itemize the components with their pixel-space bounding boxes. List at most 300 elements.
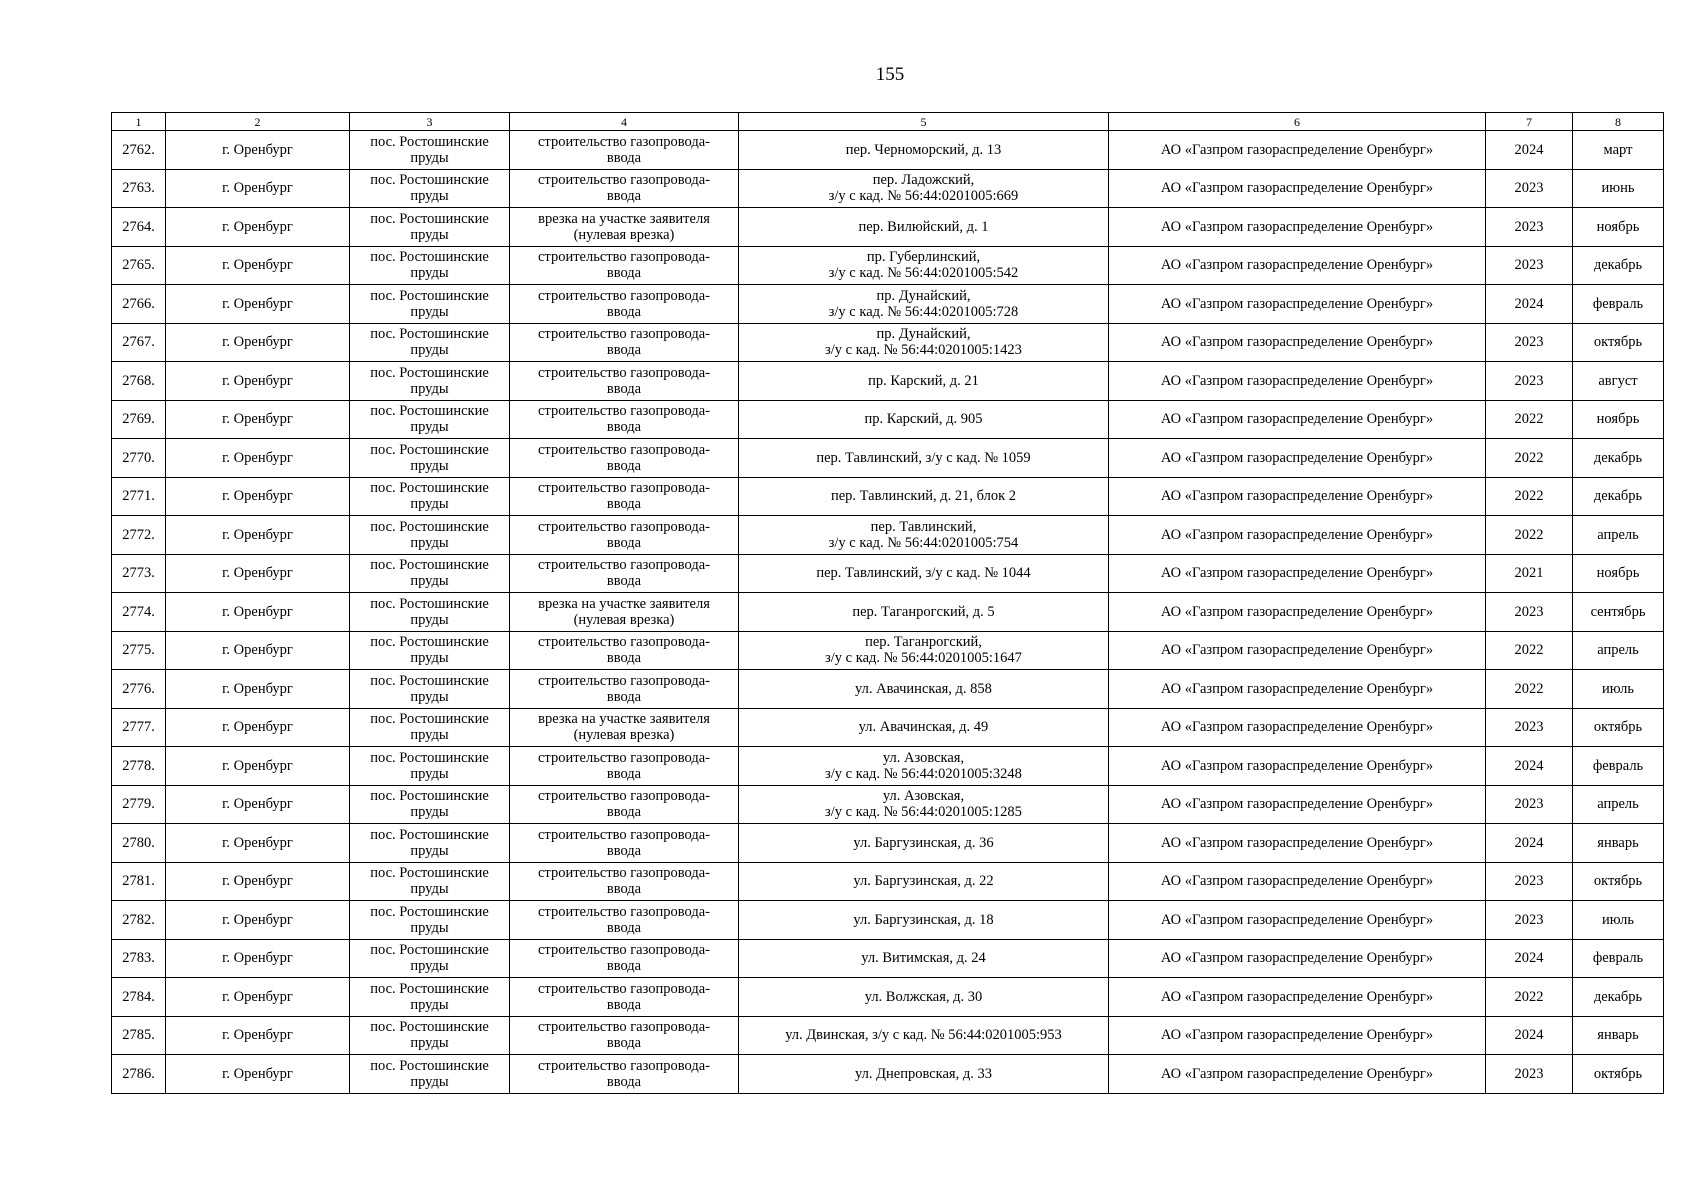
year-cell: 2022 (1486, 978, 1573, 1017)
work-type-cell (510, 246, 739, 285)
month-cell: февраль (1573, 747, 1664, 786)
settlement-cell-line: пруды (410, 919, 449, 936)
year-cell: 2022 (1486, 400, 1573, 439)
organization-cell: АО «Газпром газораспределение Оренбург» (1109, 1055, 1486, 1094)
settlement-cell-line: пос. Ростошинские (370, 826, 489, 843)
year-cell: 2023 (1486, 246, 1573, 285)
month-cell: ноябрь (1573, 208, 1664, 247)
settlement-cell (350, 1055, 510, 1094)
address-cell-line: ул. Азовская, (882, 749, 965, 766)
settlement-cell-line: пруды (410, 265, 449, 282)
settlement-cell-line: пос. Ростошинские (370, 518, 489, 535)
row-number-cell: 2774. (112, 593, 166, 632)
city-cell: г. Оренбург (166, 246, 350, 285)
table-row (112, 400, 1664, 439)
address-cell-lines (741, 373, 1106, 389)
organization-cell: АО «Газпром газораспределение Оренбург» (1109, 439, 1486, 478)
address-cell-line: пер. Вилюйский, д. 1 (858, 218, 989, 235)
settlement-cell (350, 862, 510, 901)
work-type-cell (510, 1016, 739, 1055)
settlement-cell (350, 747, 510, 786)
organization-cell: АО «Газпром газораспределение Оренбург» (1109, 246, 1486, 285)
work-type-cell-line: ввода (606, 188, 642, 205)
address-cell-line: пр. Дунайский, (876, 287, 971, 304)
row-number-cell: 2783. (112, 939, 166, 978)
address-cell-line: пр. Карский, д. 21 (868, 372, 979, 389)
settlement-cell-line: пруды (410, 765, 449, 782)
organization-cell: АО «Газпром газораспределение Оренбург» (1109, 862, 1486, 901)
row-number-cell: 2777. (112, 708, 166, 747)
organization-cell: АО «Газпром газораспределение Оренбург» (1109, 785, 1486, 824)
city-cell: г. Оренбург (166, 978, 350, 1017)
address-cell-line: з/у с кад. № 56:44:0201005:1285 (825, 804, 1022, 821)
work-type-cell (510, 901, 739, 940)
city-cell: г. Оренбург (166, 747, 350, 786)
settlement-cell-line: пруды (410, 996, 449, 1013)
settlement-cell-line: пос. Ростошинские (370, 1019, 489, 1036)
address-cell-line: з/у с кад. № 56:44:0201005:754 (828, 534, 1019, 551)
city-cell: г. Оренбург (166, 593, 350, 632)
work-type-cell-line: ввода (606, 380, 642, 397)
col-number-1: 1 (112, 113, 166, 131)
settlement-cell-line: пос. Ростошинские (370, 1057, 489, 1074)
month-cell: февраль (1573, 939, 1664, 978)
address-cell-lines (741, 1027, 1106, 1043)
col-number-2: 2 (166, 113, 350, 131)
settlement-cell-lines (352, 981, 507, 1013)
settlement-cell-line: пос. Ростошинские (370, 788, 489, 805)
address-cell (739, 131, 1109, 170)
organization-cell: АО «Газпром газораспределение Оренбург» (1109, 208, 1486, 247)
settlement-cell-lines (352, 865, 507, 897)
work-type-cell (510, 1055, 739, 1094)
work-type-cell-line: (нулевая врезка) (573, 727, 675, 744)
settlement-cell-line: пос. Ростошинские (370, 133, 489, 150)
city-cell: г. Оренбург (166, 901, 350, 940)
work-type-cell-line: строительство газопровода- (538, 249, 710, 266)
year-cell: 2023 (1486, 593, 1573, 632)
work-type-cell-lines (512, 365, 736, 397)
table-row (112, 169, 1664, 208)
address-cell-line: пер. Тавлинский, д. 21, блок 2 (830, 488, 1017, 505)
row-number-cell: 2762. (112, 131, 166, 170)
col-number-4: 4 (510, 113, 739, 131)
settlement-cell (350, 978, 510, 1017)
work-type-cell (510, 323, 739, 362)
address-cell-lines (741, 219, 1106, 235)
address-cell (739, 400, 1109, 439)
address-cell-line: ул. Волжская, д. 30 (864, 988, 983, 1005)
organization-cell: АО «Газпром газораспределение Оренбург» (1109, 631, 1486, 670)
address-cell-line: пер. Ладожский, (872, 172, 975, 189)
work-type-cell (510, 593, 739, 632)
work-type-cell-line: ввода (606, 1073, 642, 1090)
settlement-cell (350, 1016, 510, 1055)
city-cell: г. Оренбург (166, 785, 350, 824)
month-cell: апрель (1573, 785, 1664, 824)
city-cell: г. Оренбург (166, 554, 350, 593)
work-type-cell-line: ввода (606, 842, 642, 859)
work-type-cell-lines (512, 288, 736, 320)
settlement-cell-lines (352, 519, 507, 551)
organization-cell: АО «Газпром газораспределение Оренбург» (1109, 824, 1486, 863)
work-type-cell (510, 516, 739, 555)
work-type-cell-line: врезка на участке заявителя (538, 210, 710, 227)
address-cell (739, 246, 1109, 285)
address-cell-line: з/у с кад. № 56:44:0201005:3248 (825, 765, 1022, 782)
col-number-7: 7 (1486, 113, 1573, 131)
settlement-cell-lines (352, 904, 507, 936)
address-cell (739, 516, 1109, 555)
organization-cell: АО «Газпром газораспределение Оренбург» (1109, 131, 1486, 170)
settlement-cell-line: пруды (410, 650, 449, 667)
row-number-cell: 2778. (112, 747, 166, 786)
address-cell-line: з/у с кад. № 56:44:0201005:669 (828, 188, 1019, 205)
address-cell-lines (741, 788, 1106, 820)
work-type-cell-line: ввода (606, 149, 642, 166)
settlement-cell (350, 939, 510, 978)
settlement-cell-line: пруды (410, 1035, 449, 1052)
address-cell-line: пр. Губерлинский, (866, 249, 981, 266)
settlement-cell-line: пос. Ростошинские (370, 634, 489, 651)
work-type-cell-line: строительство газопровода- (538, 403, 710, 420)
settlement-cell-lines (352, 634, 507, 666)
year-cell: 2022 (1486, 477, 1573, 516)
month-cell: октябрь (1573, 708, 1664, 747)
city-cell: г. Оренбург (166, 1016, 350, 1055)
address-cell (739, 631, 1109, 670)
work-type-cell-lines (512, 1058, 736, 1090)
settlement-cell-lines (352, 442, 507, 474)
settlement-cell-line: пос. Ростошинские (370, 249, 489, 266)
work-type-cell-line: строительство газопровода- (538, 1019, 710, 1036)
settlement-cell-line: пос. Ростошинские (370, 711, 489, 728)
city-cell: г. Оренбург (166, 362, 350, 401)
address-cell-lines (741, 519, 1106, 551)
address-cell-line: пер. Таганрогский, д. 5 (852, 603, 995, 620)
address-cell-line: ул. Баргузинская, д. 36 (853, 834, 994, 851)
settlement-cell-line: пруды (410, 1073, 449, 1090)
month-cell: июль (1573, 901, 1664, 940)
address-cell-line: пер. Таганрогский, (865, 634, 982, 651)
work-type-cell-line: ввода (606, 265, 642, 282)
table-row (112, 285, 1664, 324)
address-cell (739, 708, 1109, 747)
settlement-cell-lines (352, 211, 507, 243)
address-cell-lines (741, 681, 1106, 697)
work-type-cell-line: ввода (606, 919, 642, 936)
address-cell-line: пер. Черноморский, д. 13 (845, 141, 1002, 158)
work-type-cell-line: строительство газопровода- (538, 172, 710, 189)
address-cell-line: ул. Азовская, (882, 788, 965, 805)
table-row (112, 785, 1664, 824)
address-cell-line: з/у с кад. № 56:44:0201005:728 (828, 303, 1019, 320)
settlement-cell (350, 785, 510, 824)
settlement-cell-lines (352, 942, 507, 974)
settlement-cell-lines (352, 557, 507, 589)
address-cell-line: ул. Авачинская, д. 858 (855, 680, 992, 697)
month-cell: октябрь (1573, 1055, 1664, 1094)
work-type-cell (510, 824, 739, 863)
work-type-cell-line: (нулевая врезка) (573, 611, 675, 628)
address-cell-lines (741, 989, 1106, 1005)
row-number-cell: 2785. (112, 1016, 166, 1055)
settlement-cell (350, 285, 510, 324)
organization-cell: АО «Газпром газораспределение Оренбург» (1109, 708, 1486, 747)
row-number-cell: 2765. (112, 246, 166, 285)
address-cell (739, 362, 1109, 401)
settlement-cell-lines (352, 249, 507, 281)
work-type-cell (510, 978, 739, 1017)
row-number-cell: 2766. (112, 285, 166, 324)
organization-cell: АО «Газпром газораспределение Оренбург» (1109, 323, 1486, 362)
address-cell (739, 1055, 1109, 1094)
work-type-cell-lines (512, 788, 736, 820)
settlement-cell-lines (352, 788, 507, 820)
address-cell-line: з/у с кад. № 56:44:0201005:1423 (825, 342, 1022, 359)
row-number-cell: 2771. (112, 477, 166, 516)
table-row (112, 554, 1664, 593)
work-type-cell-lines (512, 211, 736, 243)
year-cell: 2024 (1486, 131, 1573, 170)
work-type-cell-line: строительство газопровода- (538, 133, 710, 150)
work-type-cell-line: строительство газопровода- (538, 557, 710, 574)
settlement-cell-line: пруды (410, 611, 449, 628)
work-type-cell-line: ввода (606, 958, 642, 975)
settlement-cell (350, 400, 510, 439)
city-cell: г. Оренбург (166, 516, 350, 555)
settlement-cell (350, 631, 510, 670)
address-cell-line: пр. Карский, д. 905 (864, 411, 983, 428)
table-row (112, 631, 1664, 670)
address-cell-lines (741, 326, 1106, 358)
address-cell-lines (741, 873, 1106, 889)
table-row (112, 1055, 1664, 1094)
address-cell-line: ул. Авачинская, д. 49 (858, 719, 989, 736)
table-body (112, 131, 1664, 1094)
row-number-cell: 2781. (112, 862, 166, 901)
work-type-cell-line: ввода (606, 573, 642, 590)
year-cell: 2022 (1486, 516, 1573, 555)
settlement-cell (350, 670, 510, 709)
address-cell (739, 285, 1109, 324)
settlement-cell-lines (352, 596, 507, 628)
settlement-cell (350, 824, 510, 863)
year-cell: 2023 (1486, 1055, 1573, 1094)
settlement-cell-line: пруды (410, 727, 449, 744)
work-type-cell (510, 131, 739, 170)
address-cell-lines (741, 750, 1106, 782)
settlement-cell (350, 516, 510, 555)
col-number-8: 8 (1573, 113, 1664, 131)
address-cell-lines (741, 249, 1106, 281)
settlement-cell-line: пруды (410, 380, 449, 397)
work-type-cell-line: врезка на участке заявителя (538, 595, 710, 612)
address-cell (739, 901, 1109, 940)
work-type-cell-line: ввода (606, 804, 642, 821)
settlement-cell-line: пос. Ростошинские (370, 903, 489, 920)
work-type-cell-line: строительство газопровода- (538, 326, 710, 343)
city-cell: г. Оренбург (166, 439, 350, 478)
row-number-cell: 2768. (112, 362, 166, 401)
settlement-cell-line: пос. Ростошинские (370, 557, 489, 574)
work-type-cell-lines (512, 865, 736, 897)
work-type-cell-lines (512, 634, 736, 666)
work-type-cell-line: ввода (606, 765, 642, 782)
city-cell: г. Оренбург (166, 824, 350, 863)
row-number-cell: 2764. (112, 208, 166, 247)
month-cell: январь (1573, 824, 1664, 863)
organization-cell: АО «Газпром газораспределение Оренбург» (1109, 362, 1486, 401)
month-cell: август (1573, 362, 1664, 401)
work-type-cell-line: строительство газопровода- (538, 980, 710, 997)
table-row (112, 362, 1664, 401)
month-cell: декабрь (1573, 477, 1664, 516)
settlement-cell-line: пос. Ростошинские (370, 749, 489, 766)
address-cell-line: пер. Тавлинский, (870, 518, 977, 535)
settlement-cell-lines (352, 326, 507, 358)
address-cell-lines (741, 835, 1106, 851)
address-cell-lines (741, 565, 1106, 581)
work-type-cell-line: строительство газопровода- (538, 903, 710, 920)
year-cell: 2023 (1486, 323, 1573, 362)
settlement-cell-line: пос. Ростошинские (370, 672, 489, 689)
year-cell: 2024 (1486, 939, 1573, 978)
table-row (112, 670, 1664, 709)
work-type-cell-line: ввода (606, 419, 642, 436)
settlement-cell-line: пруды (410, 842, 449, 859)
work-type-cell-line: строительство газопровода- (538, 749, 710, 766)
settlement-cell-line: пруды (410, 149, 449, 166)
row-number-cell: 2773. (112, 554, 166, 593)
work-type-cell-line: строительство газопровода- (538, 942, 710, 959)
settlement-cell-line: пруды (410, 188, 449, 205)
work-type-cell-line: ввода (606, 342, 642, 359)
address-cell-lines (741, 288, 1106, 320)
row-number-cell: 2784. (112, 978, 166, 1017)
settlement-cell-line: пос. Ростошинские (370, 287, 489, 304)
address-cell-lines (741, 634, 1106, 666)
address-cell-lines (741, 411, 1106, 427)
year-cell: 2023 (1486, 362, 1573, 401)
month-cell: октябрь (1573, 862, 1664, 901)
work-type-cell-line: строительство газопровода- (538, 865, 710, 882)
organization-cell: АО «Газпром газораспределение Оренбург» (1109, 939, 1486, 978)
year-cell: 2023 (1486, 901, 1573, 940)
address-cell (739, 477, 1109, 516)
work-type-cell (510, 939, 739, 978)
work-type-cell (510, 554, 739, 593)
settlement-cell (350, 362, 510, 401)
settlement-cell-line: пруды (410, 496, 449, 513)
year-cell: 2024 (1486, 824, 1573, 863)
settlement-cell (350, 593, 510, 632)
month-cell: июнь (1573, 169, 1664, 208)
city-cell: г. Оренбург (166, 708, 350, 747)
settlement-cell-line: пруды (410, 457, 449, 474)
month-cell: апрель (1573, 631, 1664, 670)
settlement-cell (350, 439, 510, 478)
settlement-cell-line: пруды (410, 573, 449, 590)
work-type-cell-lines (512, 711, 736, 743)
year-cell: 2023 (1486, 208, 1573, 247)
table-row (112, 477, 1664, 516)
settlement-cell-line: пос. Ростошинские (370, 980, 489, 997)
organization-cell: АО «Газпром газораспределение Оренбург» (1109, 593, 1486, 632)
settlement-cell (350, 901, 510, 940)
address-cell-line: з/у с кад. № 56:44:0201005:1647 (825, 650, 1022, 667)
work-type-cell-line: врезка на участке заявителя (538, 711, 710, 728)
work-type-cell (510, 785, 739, 824)
table-row (112, 593, 1664, 632)
work-type-cell-line: строительство газопровода- (538, 480, 710, 497)
settlement-cell (350, 554, 510, 593)
settlement-cell-lines (352, 673, 507, 705)
work-type-cell-line: строительство газопровода- (538, 788, 710, 805)
work-type-cell-lines (512, 596, 736, 628)
table-row (112, 978, 1664, 1017)
table-row (112, 939, 1664, 978)
settlement-cell-line: пруды (410, 303, 449, 320)
work-type-cell-line: ввода (606, 496, 642, 513)
organization-cell: АО «Газпром газораспределение Оренбург» (1109, 978, 1486, 1017)
work-type-cell-line: строительство газопровода- (538, 518, 710, 535)
address-cell-lines (741, 1066, 1106, 1082)
table-row (112, 246, 1664, 285)
settlement-cell (350, 323, 510, 362)
month-cell: апрель (1573, 516, 1664, 555)
settlement-cell-line: пос. Ростошинские (370, 480, 489, 497)
city-cell: г. Оренбург (166, 400, 350, 439)
work-type-cell-line: строительство газопровода- (538, 441, 710, 458)
work-type-cell-lines (512, 750, 736, 782)
work-type-cell (510, 362, 739, 401)
work-type-cell-lines (512, 403, 736, 435)
settlement-cell-line: пруды (410, 881, 449, 898)
work-type-cell (510, 208, 739, 247)
month-cell: ноябрь (1573, 400, 1664, 439)
address-cell (739, 670, 1109, 709)
settlement-cell-line: пос. Ростошинские (370, 403, 489, 420)
work-type-cell (510, 670, 739, 709)
year-cell: 2024 (1486, 285, 1573, 324)
col-number-6: 6 (1109, 113, 1486, 131)
row-number-cell: 2770. (112, 439, 166, 478)
month-cell: январь (1573, 1016, 1664, 1055)
settlement-cell-line: пруды (410, 419, 449, 436)
year-cell: 2021 (1486, 554, 1573, 593)
row-number-cell: 2769. (112, 400, 166, 439)
settlement-cell-lines (352, 1058, 507, 1090)
settlement-cell-line: пруды (410, 226, 449, 243)
table-row (112, 323, 1664, 362)
settlement-cell (350, 169, 510, 208)
city-cell: г. Оренбург (166, 323, 350, 362)
address-cell-lines (741, 912, 1106, 928)
address-cell-line: пер. Тавлинский, з/у с кад. № 1044 (816, 565, 1031, 582)
year-cell: 2023 (1486, 169, 1573, 208)
address-cell (739, 862, 1109, 901)
address-cell-lines (741, 488, 1106, 504)
table-row (112, 1016, 1664, 1055)
address-cell-lines (741, 450, 1106, 466)
organization-cell: АО «Газпром газораспределение Оренбург» (1109, 554, 1486, 593)
work-type-cell-line: строительство газопровода- (538, 287, 710, 304)
settlement-cell-lines (352, 711, 507, 743)
address-cell (739, 439, 1109, 478)
work-type-cell-line: (нулевая врезка) (573, 226, 675, 243)
city-cell: г. Оренбург (166, 670, 350, 709)
